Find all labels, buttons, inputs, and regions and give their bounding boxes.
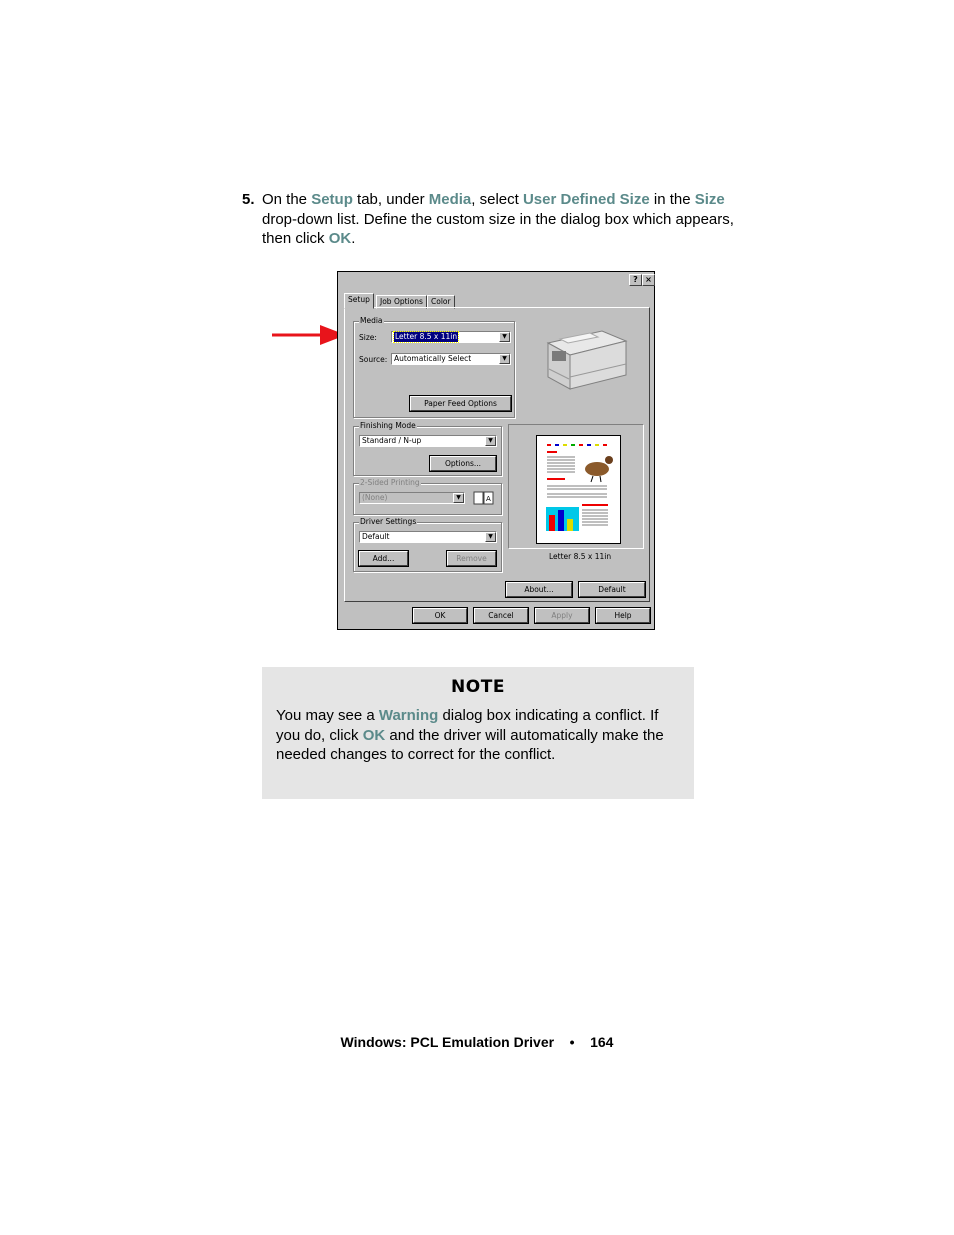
finishing-options-button[interactable]: Options... xyxy=(430,456,496,471)
apply-button[interactable]: Apply xyxy=(535,608,589,623)
duplex-title: 2-Sided Printing xyxy=(360,478,420,487)
source-value: Automatically Select xyxy=(394,354,472,363)
footer-bullet: • xyxy=(569,1034,575,1050)
note-text: You may see a Warning dialog box indicating a conflict. If you do, click OK and the driver will automatically make the needed changes to correct for the conflict. xyxy=(276,707,664,763)
footer-section: Windows: PCL Emulation Driver xyxy=(340,1034,555,1050)
ok-term: OK xyxy=(328,230,352,247)
close-title-button[interactable]: × xyxy=(642,274,655,286)
driver-settings-value: Default xyxy=(362,532,390,541)
finishing-mode-group xyxy=(353,421,502,476)
warning-term: Warning xyxy=(378,707,439,724)
chevron-down-icon[interactable]: ▼ xyxy=(499,332,510,342)
step-number: 5. xyxy=(242,191,255,208)
dialog-titlebar xyxy=(339,273,653,287)
preview-page-art xyxy=(537,436,620,543)
duplex-group xyxy=(353,478,502,515)
source-label: Source: xyxy=(359,355,388,364)
default-button[interactable]: Default xyxy=(579,582,645,597)
tab-setup[interactable]: Setup xyxy=(344,293,374,309)
page-number: 164 xyxy=(590,1034,614,1050)
ok-button[interactable]: OK xyxy=(413,608,467,623)
step-5 xyxy=(242,190,742,249)
media-term: Media xyxy=(428,191,472,208)
setup-panel xyxy=(344,307,650,602)
user-defined-size-term: User Defined Size xyxy=(522,191,650,208)
finishing-mode-value: Standard / N-up xyxy=(362,436,422,445)
add-driver-setting-button[interactable]: Add... xyxy=(359,551,408,566)
chevron-down-icon[interactable]: ▼ xyxy=(485,532,496,542)
svg-text:A: A xyxy=(486,495,491,503)
page-footer xyxy=(0,1034,954,1050)
preview-caption: Letter 8.5 x 11in xyxy=(549,552,612,561)
ok-term: OK xyxy=(362,726,386,744)
size-term: Size xyxy=(694,191,725,208)
page-preview xyxy=(508,424,644,549)
driver-settings-dropdown[interactable] xyxy=(359,531,497,543)
remove-driver-setting-button[interactable]: Remove xyxy=(447,551,496,566)
printer-properties-dialog xyxy=(337,271,655,630)
chevron-down-icon[interactable]: ▼ xyxy=(453,493,464,503)
note-box xyxy=(262,667,694,799)
help-button[interactable]: Help xyxy=(596,608,650,623)
media-group-title: Media xyxy=(360,316,383,325)
setup-term: Setup xyxy=(311,191,353,208)
finishing-mode-dropdown[interactable] xyxy=(359,435,497,447)
media-group xyxy=(353,316,515,418)
finishing-mode-title: Finishing Mode xyxy=(360,421,416,430)
driver-settings-title: Driver Settings xyxy=(360,517,417,526)
step-text: On the Setup tab, under Media, select User Defined Size in the Size drop-down list. Define the custom size in the dialog box which appears, then click OK. xyxy=(262,191,734,247)
chevron-down-icon[interactable]: ▼ xyxy=(485,436,496,446)
note-heading: NOTE xyxy=(451,677,505,697)
cancel-button[interactable]: Cancel xyxy=(474,608,528,623)
book-icon xyxy=(473,490,495,506)
source-dropdown[interactable] xyxy=(391,353,511,365)
chevron-down-icon[interactable]: ▼ xyxy=(499,354,510,364)
duplex-value: (None) xyxy=(362,493,388,502)
duplex-dropdown[interactable] xyxy=(359,492,465,504)
printer-image xyxy=(540,321,632,393)
preview-page xyxy=(536,435,621,544)
tab-job-options[interactable]: Job Options xyxy=(376,295,427,309)
about-button[interactable]: About... xyxy=(506,582,572,597)
size-value: Letter 8.5 x 11in xyxy=(395,332,458,341)
paper-feed-options-button[interactable]: Paper Feed Options xyxy=(410,396,511,411)
size-dropdown[interactable] xyxy=(391,331,511,343)
size-label: Size: xyxy=(359,333,377,342)
help-title-button[interactable]: ? xyxy=(629,274,642,286)
tab-color[interactable]: Color xyxy=(427,295,455,309)
driver-settings-group xyxy=(353,517,502,572)
